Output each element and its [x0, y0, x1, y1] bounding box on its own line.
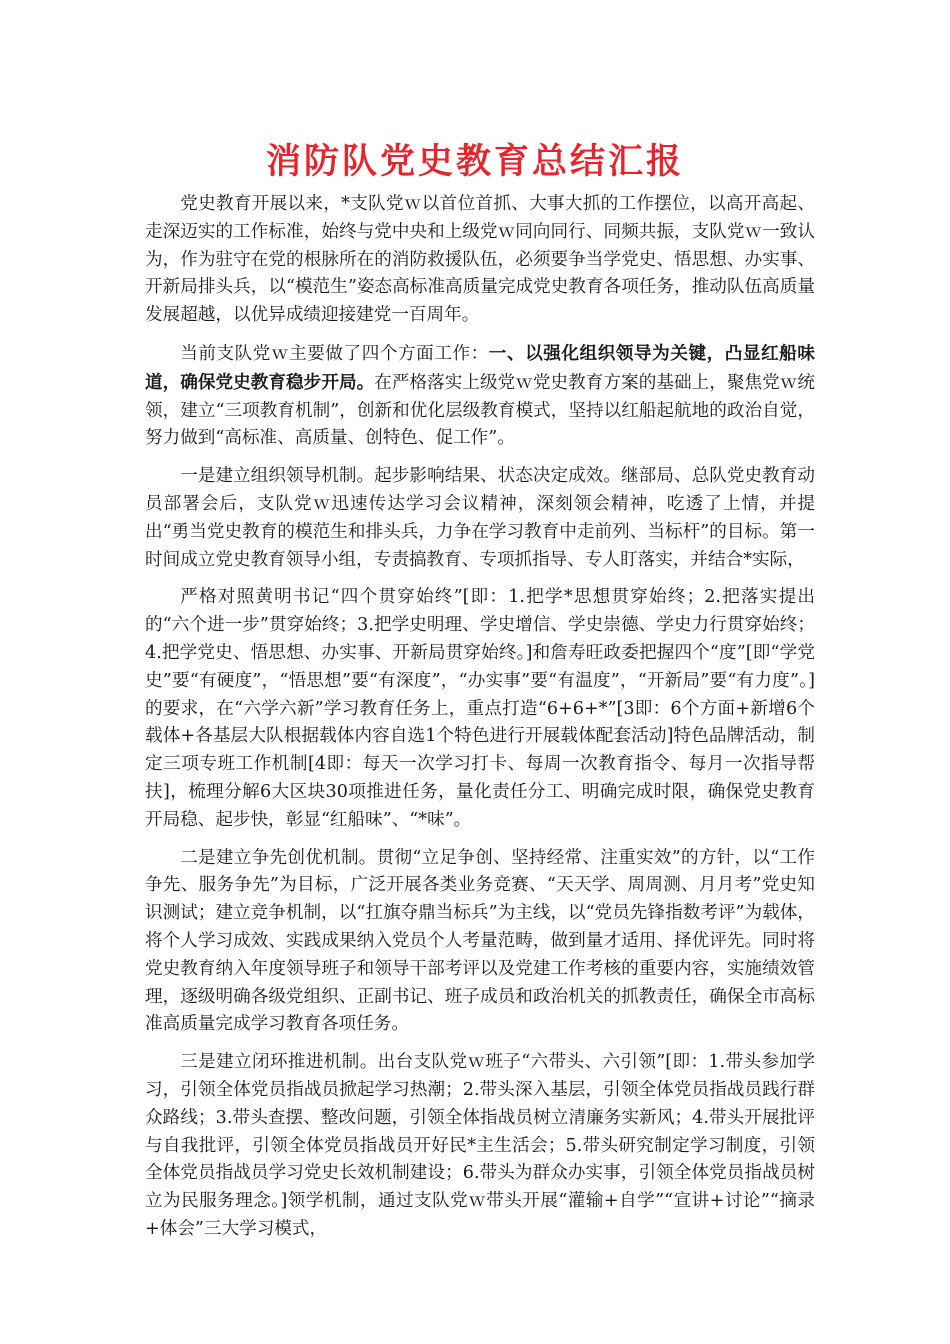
- paragraph-leadership-mechanism: 一是建立组织领导机制。起步影响结果、状态决定成效。继部局、总队党史教育动员部署会后，支队党ｗ迅速传达学习会议精神，深刻领会精神，吃透了上情，并提出“勇当党史教育的模范生和排头兵，力争在学习教育中走前列、当标杆”的目标。第一时间成立党史教育领导小组，专责搞教育、专项抓指导、专人盯落实，并结合*实际，: [145, 466, 815, 570]
- paragraph-intro: 党史教育开展以来，*支队党ｗ以首位首抓、大事大抓的工作摆位，以高开高起、走深迈实的工作标准，始终与党中央和上级党ｗ同向同行、同频共振，支队党ｗ一致认为，作为驻守在党的根脉所在的消防救援队伍，必须要争当学党史、悟思想、办实事、开新局排头兵，以“模范生”姿态高标准高质量完成党史教育各项任务，推动队伍高质量发展超越，以优异成绩迎接建党一百周年。: [145, 194, 815, 326]
- paragraph-overview-lead: 当前支队党ｗ主要做了四个方面工作：: [180, 343, 489, 364]
- document-title: 消防队党史教育总结汇报: [265, 141, 684, 182]
- document-body: [145, 191, 815, 1254]
- paragraph-overview: [145, 340, 815, 453]
- paragraph-requirements: 严格对照黄明书记“四个贯穿始终”[即：1.把学*思想贯穿始终；2.把落实提出的“六个进一步”贯穿始终；3.把学史明理、学史增信、学史崇德、学史力行贯穿始终；4.把学党史、悟思想、办实事、开新局贯穿始终。]和詹寿旺政委把握四个“度”[即“学党史”要“有硬度”，“悟思想”要“有深度”，“办实事”要“有温度”，“开新局”要“有力度”。]的要求，在“六学六新”学习教育任务上，重点打造“6+6+*”[3即：6个方面+新增6个载体+各基层大队根据载体内容自选1个特色进行开展载体配套活动]特色品牌活动，制定三项专班工作机制[4即：每天一次学习打卡、每周一次教育指令、每月一次指导帮扶]，梳理分解6大区块30项推进任务，量化责任分工、明确完成时限，确保党史教育开局稳、起步快，彰显“红船味”、“*味”。: [145, 587, 815, 830]
- paragraph-closed-loop-mechanism: 三是建立闭环推进机制。出台支队党ｗ班子“六带头、六引领”[即：1.带头参加学习，引领全体党员指战员掀起学习热潮；2.带头深入基层，引领全体党员指战员践行群众路线；3.带头查摆、整改问题，引领全体指战员树立清廉务实新风；4.带头开展批评与自我批评，引领全体党员指战员开好民*主生活会；5.带头研究制定学习制度，引领全体党员指战员学习党史长效机制建设；6.带头为群众办实事，引领全体党员指战员树立为民服务理念。]领学机制，通过支队党ｗ带头开展“灌输+自学”“宣讲+讨论”“摘录+体会”三大学习模式，: [145, 1052, 815, 1239]
- paragraph-excellence-mechanism: 二是建立争先创优机制。贯彻“立足争创、坚持经常、注重实效”的方针，以“工作争先、服务争先”为目标，广泛开展各类业务竞赛、“天天学、周周测、月月考”党史知识测试；建立竞争机制，以“扛旗夺鼎当标兵”为主线，以“党员先锋指数考评”为载体，将个人学习成效、实践成果纳入党员个人考量范畴，做到量才适用、择优评先。同时将党史教育纳入年度领导班子和领导干部考评以及党建工作考核的重要内容，实施绩效管理，逐级明确各级党组织、正副书记、班子成员和政治机关的抓教责任，确保全市高标准高质量完成学习教育各项任务。: [145, 847, 815, 1035]
- paragraph-overview-rest: 在严格落实上级党ｗ党史教育方案的基础上，聚焦党ｗ统领，建立“三项教育机制”，创新和优化层级教育模式，坚持以红船起航地的政治自觉，努力做到“高标准、高质量、创特色、促工作”。: [145, 372, 815, 449]
- section-heading-one: 一、以强化组织领导为关键，凸显红船味道，确保党史教育稳步开局。: [145, 342, 815, 393]
